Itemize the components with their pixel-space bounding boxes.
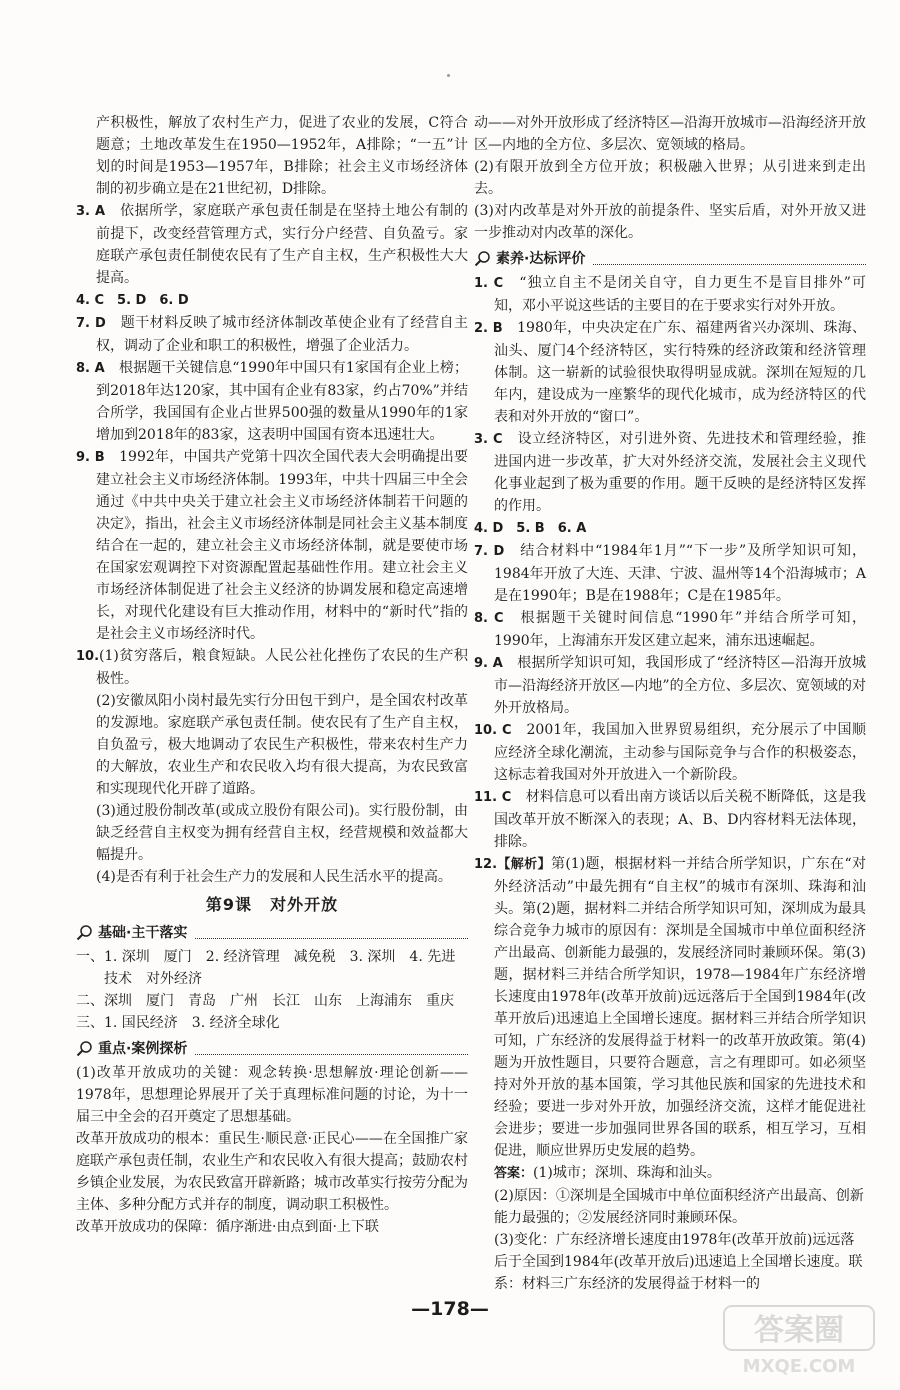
answer-text: 根据所学知识可知，我国形成了“经济特区—沿海开放城市—沿海经济开放区—内地”的全方位、多层次、宽领域的对外开放格局。 <box>494 655 867 716</box>
section-title: 基础·主干落实 <box>98 925 188 941</box>
answer-text: (3)变化：广东经济增长速度由1978年(改革开放前)远远落后于全国到1984年(改革开放后)迅速追上全国增长速度。联系：材料三广东经济的发展得益于材料一的 <box>494 1232 863 1292</box>
answer-item <box>76 200 468 289</box>
question-number: 7. D <box>76 316 106 331</box>
dotted-divider <box>593 254 866 265</box>
dotted-divider <box>195 1044 468 1055</box>
answer-text: 根据题干关键信息“1990年中国只有1家国有企业上榜；到2018年达120家，其中国有企业有83家，约占70%”并结合所学，我国国有企业占世界500强的数量从1990年的1家增加到2018年的83家，这表明中国国有资本迅速壮大。 <box>96 360 469 443</box>
question-number: 11. C <box>474 790 512 805</box>
left-column <box>76 112 468 1238</box>
answer-text: (1)城市；深圳、珠海和汕头。 <box>533 1165 721 1181</box>
case-text: (2)有限开放到全方位开放；积极融入世界；从引进来到走出去。 <box>474 159 866 197</box>
watermark-url: MXQE.COM <box>742 1356 856 1377</box>
section-title: 素养·达标评价 <box>496 251 586 267</box>
answer-item <box>474 517 866 540</box>
answer-text: 结合材料中“1984年1月”“下一步”及所学知识可知，1984年开放了大连、天津、宁波、温州等14个沿海城市；A是在1990年；B是在1988年；C是在1985年。 <box>494 543 866 604</box>
answer-item <box>76 289 468 312</box>
magnifier-icon <box>76 1041 94 1057</box>
analysis-tag: 【解析】 <box>497 857 551 872</box>
question-number: 3. A <box>76 204 106 219</box>
section-header-evaluation <box>474 248 866 270</box>
answer-text: 依据所学，家庭联产承包责任制是在坚持土地公有制的前提下，改变经营管理方式，实行分户经营、自负盈亏。家庭联产承包责任制使农民有了生产自主权，生产积极性大大提高。 <box>96 203 469 286</box>
question-number: 1. C <box>474 276 504 291</box>
answer-text: (4)是否有利于社会生产力的发展和人民生活水平的提高。 <box>96 869 452 885</box>
right-column <box>474 112 866 1295</box>
answer-item <box>474 607 866 652</box>
section-title: 重点·案例探析 <box>98 1041 188 1057</box>
lesson-heading <box>76 894 468 916</box>
answer-text: 第(1)题，根据材料一并结合所学知识，广东在“对外经济活动”中最先拥有“自主权”的城市有深圳、珠海和汕头。第(2)题，据材料二并结合所学知识可知，深圳成为最具综合竞争力城市的原因有：深圳是全国城市中单位面积经济产出最高、创新能力最强的，发展经济同时兼顾环保。第(3)题，据材料三并结合所学知识，1978—1984年广东经济增长速度由1978年(改革开放前)远远落后于全国到1984年(改革开放后)迅速追上全国增长速度。据材料三并结合所学知识可知，广东经济的发展得益于材料一的改革开放政策。第(4)题为开放性题目，只要符合题意，言之有理即可。如必须坚持对外开放的基本国策，学习其他民族和国家的先进技术和经验；要进一步对外开放，加强经济交流，这样才能促进社会进步；要进一步加强同世界各国的联系，相互学习，互相促进，顺应世界历史发展的趋势。 <box>494 856 866 1159</box>
decorative-dot <box>447 74 450 77</box>
answer-text: 1980年，中央决定在广东、福建两省兴办深圳、珠海、汕头、厦门4个经济特区，实行特殊的经济政策和经济管理体制。这一崭新的试验很快取得明显成就。深圳在短短的几年内，建设成为一座繁华的现代化城市，成为经济特区的代表和对外开放的“窗口”。 <box>494 320 866 425</box>
answer-item <box>76 645 468 690</box>
answer-item <box>474 652 866 719</box>
fill-answer: 三、1. 国民经济 3. 经济全球化 <box>76 1015 280 1031</box>
answer-text: “独立自主不是闭关自守，自力更生不是盲目排外”可知，邓小平说这些话的主要目的在于要求实行对外开放。 <box>494 275 866 314</box>
answer-text: 材料信息可以看出南方谈话以后关税不断降低，这是我国改革开放不断深入的表现；A、B、D内容材料无法体现，排除。 <box>494 789 867 850</box>
answer-text: 设立经济特区，对引进外资、先进技术和管理经验，推进国内进一步改革，扩大对外经济交流，发展社会主义现代化事业起到了极为重要的作用。题干反映的是经济特区发挥的作用。 <box>494 431 866 514</box>
answer-continuation: 产积极性，解放了农村生产力，促进了农业的发展，C符合题意；土地改革发生在1950—1952年，A排除；“一五”计划的时间是1953—1957年，B排除；社会主义市场经济体制的初步确立是在21世纪初，D排除。 <box>96 115 468 197</box>
question-number: 12. <box>474 857 498 872</box>
case-text: (3)对内改革是对外开放的前提条件、坚实后盾，对外开放又进一步推动对内改革的深化。 <box>474 203 866 241</box>
answer-item <box>474 786 866 853</box>
question-number: 3. C <box>474 432 503 447</box>
magnifier-icon <box>76 925 94 941</box>
lesson-title: 对外开放 <box>270 895 339 914</box>
answer-text: (1)贫穷落后，粮食短缺。人民公社化挫伤了农民的生产积极性。 <box>96 648 468 687</box>
answer-item <box>474 317 866 428</box>
answer-item <box>474 272 866 317</box>
fill-answer: 一、1. 深圳 厦门 2. 经济管理 减免税 3. 深圳 4. 先进技术 对外经济 <box>76 949 456 987</box>
question-number: 9. B <box>76 450 105 465</box>
question-number: 2. B <box>474 321 503 336</box>
case-text: 动——对外开放形成了经济特区—沿海开放城市—沿海经济开放区—内地的全方位、多层次、宽领域的格局。 <box>474 115 866 153</box>
answer-item <box>474 853 866 1162</box>
answer-text: 1992年，中国共产党第十四次全国代表大会明确提出要建立社会主义市场经济体制。1993年，中共十四届三中全会通过《中共中央关于建立社会主义市场经济体制若干问题的决定》，指出，社会主义市场经济体制是同社会主义基本制度结合在一起的，建立社会主义市场经济体制，就是要使市场在国家宏观调控下对资源配置起基础性作用。建立社会主义市场经济体制促进了社会主义经济的协调发展和稳定高速增长，对现代化建设有巨大推动作用，材料中的“新时代”指的是社会主义市场经济时代。 <box>96 449 468 642</box>
section-header-basic <box>76 922 468 944</box>
answer-text: 根据题干关键时间信息“1990年”并结合所学可知，1990年，上海浦东开发区建立起来，浦东迅速崛起。 <box>494 610 866 649</box>
section-header-case <box>76 1038 468 1060</box>
answer-item <box>76 446 468 645</box>
page-number: —178— <box>411 1298 489 1320</box>
question-number: 4. D 5. B 6. A <box>474 521 587 536</box>
watermark-logo <box>720 1300 880 1380</box>
watermark-text: 答案圈 <box>754 1313 844 1348</box>
answer-text: (2)安徽凤阳小岗村最先实行分田包干到户，是全国农村改革的发源地。家庭联产承包责任制。使农民有了生产自主权，自负盈亏，极大地调动了农民生产积极性，带来农村生产力的大解放，农业生产和农民收入均有很大提高，为农民致富和实现现代化开辟了道路。 <box>96 693 468 797</box>
answer-text: (2)原因：①深圳是全国城市中单位面积经济产出最高、创新能力最强的；②发展经济同时兼顾环保。 <box>494 1188 864 1226</box>
question-number: 10. C <box>474 723 512 738</box>
answer-item <box>474 719 866 786</box>
answer-text: 题干材料反映了城市经济体制改革使企业有了经营自主权，调动了企业和职工的积极性，增强了企业活力。 <box>96 315 469 354</box>
answer-line <box>474 1162 866 1185</box>
answer-text: 2001年，我国加入世界贸易组织，充分展示了中国顺应经济全球化潮流，主动参与国际竞争与合作的积极姿态，这标志着我国对外开放进入一个新阶段。 <box>494 722 866 783</box>
lesson-number: 第9课 <box>205 895 253 914</box>
case-text: 改革开放成功的保障：循序渐进·由点到面·上下联 <box>76 1219 379 1235</box>
answer-item <box>76 312 468 357</box>
answer-label: 答案： <box>494 1166 534 1181</box>
answer-item <box>474 428 866 517</box>
answer-item <box>76 357 468 446</box>
fill-answer: 二、深圳 厦门 青岛 广州 长江 山东 上海浦东 重庆 <box>76 993 454 1009</box>
answer-text: (3)通过股份制改革(或成立股份有限公司)。实行股份制，由缺乏经营自主权变为拥有经营自主权，经营规模和效益都大幅提升。 <box>96 803 468 863</box>
magnifier-icon <box>474 251 492 267</box>
question-number: 7. D <box>474 544 505 559</box>
question-number: 9. A <box>474 656 503 671</box>
question-number: 10. <box>76 649 100 664</box>
dotted-divider <box>195 928 468 939</box>
case-text: (1)改革开放成功的关键：观念转换·思想解放·理论创新——1978年，思想理论界展开了关于真理标准问题的讨论，为十一届三中全会的召开奠定了思想基础。 <box>76 1065 468 1125</box>
question-number: 8. A <box>76 361 105 376</box>
answer-item <box>474 540 866 607</box>
case-text: 改革开放成功的根本：重民生·顺民意·正民心——在全国推广家庭联产承包责任制，农业生产和农民收入有很大提高；鼓励农村乡镇企业发展，为农民致富开辟新路；城市改革实行按劳分配为主体、多种分配方式并存的制度，调动职工积极性。 <box>76 1131 468 1213</box>
question-number: 8. C <box>474 611 504 626</box>
question-number: 4. C 5. D 6. D <box>76 293 189 308</box>
